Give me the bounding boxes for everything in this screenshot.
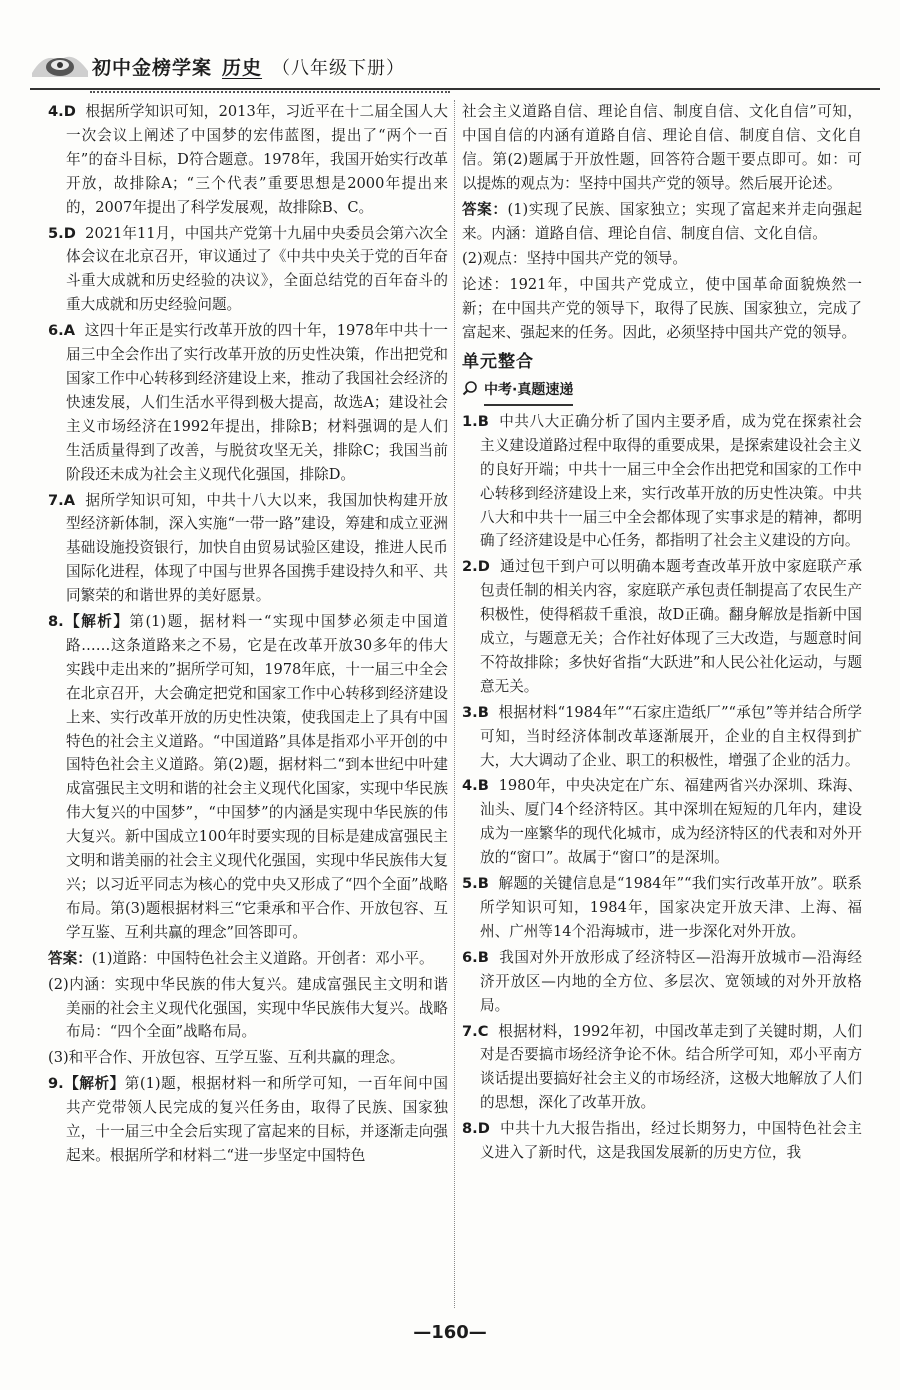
- answer-item: 6.B 我国对外开放形成了经济特区—沿海开放城市—沿海经济开放区—内地的全方位、多层次、宽领域的对外开放格局。: [462, 948, 862, 1014]
- left-column: [48, 100, 448, 1170]
- answer-item: 答案：(1)道路：中国特色社会主义道路。开创者：邓小平。: [48, 949, 434, 967]
- answer-item: 7.A 据所学知识可知，中共十八大以来，我国加快构建开放型经济新体制，深入实施“一带一路”建设，筹建和成立亚洲基础设施投资银行，加快自由贸易试验区建设，推进人民币国际化进程，体现了中国与世界各国携手建设持久和平、共同繁荣的和谐世界的美好愿景。: [48, 491, 448, 605]
- grade-label: （八年级下册）: [272, 57, 406, 79]
- header-dotted-rule: [90, 91, 450, 97]
- page-header: [30, 40, 450, 92]
- section-title: 单元整合: [462, 352, 534, 373]
- subject-label: 历史: [222, 56, 263, 79]
- answer-item: (2)内涵：实现中华民族的伟大复兴。建成富强民主文明和谐美丽的社会主义现代化强国，实现中华民族伟大复兴。战略布局：“四个全面”战略布局。: [48, 975, 448, 1041]
- sub-title-text: 中考·真题速递: [484, 379, 573, 406]
- answer-item: 1.B 中共八大正确分析了国内主要矛盾，成为党在探索社会主义建设道路过程中取得的重要成果，是探索建设社会主义的良好开端；中共十一届三中全会作出把党和国家的工作中心转移到经济建设上来，实行改革开放的历史性决策。中共八大和中共十一届三中全会都体现了实事求是的精神，都明确了经济建设是中心任务，都指明了社会主义建设的方向。: [462, 412, 862, 550]
- answer-item: 4.D 根据所学知识可知，2013年，习近平在十二届全国人大一次会议上阐述了中国梦的宏伟蓝图，提出了“两个一百年”的奋斗目标，D符合题意。1978年，我国开始实行改革开放，故排除A；“三个代表”重要思想是2000年提出来的，2007年提出了科学发展观，故排除B、C。: [48, 103, 448, 216]
- answer-item: 6.A 这四十年正是实行改革开放的四十年，1978年中共十一届三中全会作出了实行改革开放的历史性决策，作出把党和国家工作中心转移到经济建设上来，推动了我国社会经济的快速发展，人们生活水平得到极大提高，故选A；建设社会主义市场经济在1992年提出，排除B；材料强调的是人们生活质量得到了改善，与脱贫攻坚无关，排除C；我国当前阶段还未成为社会主义现代化强国，排除D。: [48, 322, 448, 483]
- answer-item: 8.D 中共十九大报告指出，经过长期努力，中国特色社会主义进入了新时代，这是我国发展新的历史方位，我: [462, 1120, 862, 1162]
- answer-item: (2)观点：坚持中国共产党的领导。: [462, 250, 687, 268]
- column-divider: [454, 100, 455, 1308]
- answer-item: 社会主义道路自信、理论自信、制度自信、文化自信”可知，中国自信的内涵有道路自信、理论自信、制度自信、文化自信。第(2)题属于开放性题，回答符合题干要点即可。如：可以提炼的观点为：坚持中国共产党的领导。然后展开论述。: [462, 103, 862, 192]
- header-rule: [30, 88, 880, 90]
- answer-item: 2.D 通过包干到户可以明确本题考查改革开放中家庭联产承包责任制的相关内容，家庭联产承包责任制提高了农民生产积极性，使得稻菽千重浪，故D正确。翻身解放是指新中国成立，与题意无关；合作社好体现了三大改造，与题意时间不符故排除；多快好省指“大跃进”和人民公社化运动，与题意无关。: [462, 558, 862, 695]
- answer-item: 论述：1921年，中国共产党成立，使中国革命面貌焕然一新；在中国共产党的领导下，取得了民族、国家独立，完成了富起来、强起来的任务。因此，必须坚持中国共产党的领导。: [462, 276, 862, 342]
- answer-item: 8.【解析】第(1)题，据材料一“实现中国梦必须走中国道路……这条道路来之不易，它是在改革开放30多年的伟大实践中走出来的”据所学可知，1978年底，十一届三中全会在北京召开，大会确定把党和国家工作中心转移到经济建设上来、实行改革开放的历史性决策，使我国走上了具有中国特色的社会主义道路。“中国道路”具体是指邓小平开创的中国特色社会主义道路。第(2)题，据材料二“到本世纪中叶建成富强民主文明和谐的社会主义现代化国家，实现中华民族伟大复兴的中国梦”，“中国梦”的内涵是实现中华民族的伟大复兴。新中国成立100年时要实现的目标是建成富强民主文明和谐美丽的社会主义现代化强国，实现中华民族伟大复兴；以习近平同志为核心的党中央又形成了“四个全面”战略布局。第(3)题根据材料三“它秉承和平合作、开放包容、互学互鉴、互利共赢的理念”回答即可。: [48, 613, 448, 941]
- answer-item: (3)和平合作、开放包容、互学互鉴、互利共赢的理念。: [48, 1049, 405, 1067]
- answer-item: 4.B 1980年，中央决定在广东、福建两省兴办深圳、珠海、汕头、厦门4个经济特区。其中深圳在短短的几年内，建设成为一座繁华的现代化城市，成为经济特区的代表和对外开放的“窗口”。故属于“窗口”的是深圳。: [462, 777, 862, 867]
- right-column: [462, 100, 862, 1167]
- answer-item: 3.B 根据材料“1984年”“石家庄造纸厂”“承包”等并结合所学可知，当时经济体制改革逐渐展开，企业的自主权得到扩大，大大调动了企业、职工的积极性，增强了企业的活力。: [462, 703, 862, 769]
- sub-title: [462, 379, 862, 406]
- magnifier-icon: [462, 380, 478, 405]
- answer-item: 答案：(1)实现了民族、国家独立；实现了富起来并走向强起来。内涵：道路自信、理论自信、制度自信、文化自信。: [462, 200, 862, 242]
- page-number: —160—: [413, 1322, 487, 1343]
- answer-item: 5.B 解题的关键信息是“1984年”“我们实行改革开放”。联系所学知识可知，1984年，国家决定开放天津、上海、福州、广州等14个沿海城市，进一步深化对外开放。: [462, 875, 862, 940]
- book-title: 初中金榜学案: [92, 56, 213, 79]
- book-logo-icon: [30, 43, 90, 89]
- answer-item: 9.【解析】第(1)题，根据材料一和所学可知，一百年间中国共产党带领人民完成的复兴任务由，取得了民族、国家独立，十一届三中全会后实现了富起来的目标，并逐渐走向强起来。根据所学和材料二“进一步坚定中国特色: [48, 1075, 448, 1164]
- answer-item: 5.D 2021年11月，中国共产党第十九届中央委员会第六次全体会议在北京召开，审议通过了《中共中央关于党的百年奋斗重大成就和历史经验的决议》，全面总结党的百年奋斗的重大成就和历史经验问题。: [48, 224, 448, 314]
- answer-item: 7.C 根据材料，1992年初，中国改革走到了关键时期，人们对是否要搞市场经济争论不休。结合所学可知，邓小平南方谈话提出要搞好社会主义的市场经济，这极大地解放了人们的思想，深化了改革开放。: [462, 1022, 862, 1112]
